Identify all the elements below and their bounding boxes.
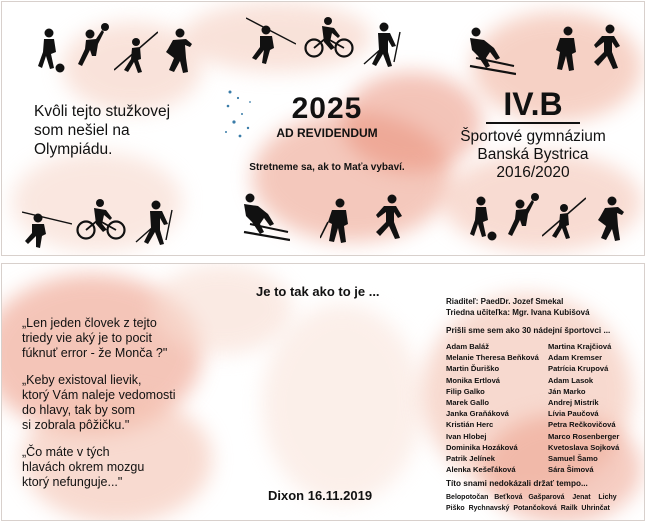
quote-line: triedy vie aký je to pocit (22, 331, 152, 345)
failed-name: Potančoková (513, 505, 557, 512)
student-name: Samuel Šamo (548, 454, 598, 464)
javelin-thrower-icon (542, 196, 586, 240)
student-name: Melanie Theresa Beňková (446, 353, 539, 363)
quote (22, 445, 176, 490)
student-name: Marek Gallo (446, 398, 490, 408)
quotes-block (22, 316, 176, 490)
quote-line: hlavách okrem mozgu (22, 460, 145, 474)
front-cover (1, 1, 645, 256)
student-name: Ján Marko (548, 386, 586, 396)
javelin-thrower-icon (114, 30, 158, 74)
school-block (438, 128, 628, 182)
quote-line: si zobrala pôžičku." (22, 418, 130, 432)
student-name: Kvetoslava Sojková (548, 442, 620, 452)
student-name: Lívia Paučová (548, 409, 599, 419)
quote (22, 316, 176, 361)
class-underline (486, 122, 580, 124)
failed-name: Gašparová (528, 494, 565, 501)
student-name: Filip Galko (446, 386, 485, 396)
runner-icon (586, 24, 626, 72)
volleyball-player-icon (72, 22, 112, 72)
student-name: Dominika Hozáková (446, 442, 518, 452)
meet-line: Stretneme sa, ak to Maťa vybaví. (249, 162, 405, 173)
failed-heading: Títo snami nedokázali držať tempo... (446, 479, 588, 488)
failed-name: Uhrinčat (581, 505, 610, 512)
hockey-player-icon (320, 198, 354, 244)
skier-icon (460, 26, 516, 76)
year-title: 2025 (291, 92, 363, 125)
student-name: Patrícia Krupová (548, 364, 609, 374)
failed-row (446, 504, 610, 514)
quote-line: ktorý nefunguje..." (22, 475, 123, 489)
back-cover (1, 263, 645, 521)
student-name: Adam Kremser (548, 353, 603, 363)
student-name: Adam Baláž (446, 342, 490, 351)
hockey-player-icon (550, 26, 580, 72)
quote-line: ktorý Vám naleje vedomosti (22, 388, 176, 402)
staff-block (446, 296, 590, 318)
student-name: Patrik Jelínek (446, 454, 495, 464)
students-left-list (446, 341, 539, 475)
skier-icon (134, 200, 178, 248)
class-teacher: Triedna učiteľka: Mgr. Ivana Kubišová (446, 308, 590, 318)
school-city: Banská Bystrica (477, 146, 589, 163)
school-years: 2016/2020 (496, 164, 570, 181)
student-name: Kristián Herc (446, 420, 494, 430)
cyclist-icon (76, 198, 126, 242)
quote-line: fúknuť error - že Monča ?" (22, 346, 168, 360)
front-left-line: Kvôli tejto stužkovej (34, 103, 171, 120)
skier-icon (362, 22, 406, 70)
runner-icon (368, 194, 408, 242)
quote (22, 373, 176, 433)
hurdler-icon (22, 206, 72, 250)
director: Riaditeľ: PaedDr. Jozef Smekal (446, 297, 564, 306)
quote-line: do hlavy, tak by som (22, 403, 136, 417)
student-name: Janka Graňáková (446, 409, 509, 419)
failed-row (446, 493, 617, 503)
front-left-text (34, 102, 170, 159)
cyclist-icon (304, 16, 354, 60)
soccer-player-icon (32, 28, 66, 74)
school-name: Športové gymnázium (460, 128, 606, 145)
quote-line: „Len jeden človek z tejto (22, 316, 157, 330)
failed-name: Rychnavský (468, 505, 510, 512)
quote-line: „Čo máte v tých (22, 445, 110, 459)
student-name: Sára Šimová (548, 465, 594, 475)
student-name: Alenka Kešeľáková (446, 465, 516, 475)
watercolor-wash (262, 304, 422, 504)
failed-name: Railk (560, 505, 578, 512)
skier-icon (234, 192, 290, 242)
front-left-line: som nešiel na (34, 122, 130, 139)
quote-line: „Keby existoval lievik, (22, 373, 142, 387)
front-left-line: Olympiádu. (34, 141, 113, 158)
student-name: Andrej Mistrík (548, 398, 599, 408)
student-name: Petra Rečkovičová (548, 420, 616, 430)
failed-name: Beťková (494, 494, 523, 501)
student-name: Martin Ďuriško (446, 364, 500, 374)
class-name: IV.B (503, 86, 563, 122)
volleyball-player-icon (502, 192, 542, 242)
karate-icon (590, 196, 626, 242)
student-name: Martina Krajčiová (548, 342, 612, 351)
failed-name: Lichy (598, 494, 617, 501)
student-name: Monika Ertlová (446, 375, 501, 385)
failed-name: Jenat (572, 494, 591, 501)
place-date: Dixon 16.11.2019 (268, 488, 373, 503)
back-heading: Je to tak ako to je ... (256, 284, 380, 299)
students-right-list (548, 341, 619, 475)
motto: AD REVIDENDUM (276, 126, 378, 140)
failed-name: Piško (446, 505, 465, 512)
failed-name: Belopotočan (446, 494, 489, 501)
student-name: Adam Lasok (548, 375, 594, 385)
student-name: Ivan Hlobej (446, 431, 487, 441)
hurdler-icon (246, 16, 296, 66)
came-heading: Prišli sme sem ako 30 nádejní športovci ... (446, 326, 611, 335)
karate-icon (158, 28, 194, 74)
student-name: Marco Rosenberger (548, 431, 620, 441)
soccer-player-icon (464, 196, 498, 242)
